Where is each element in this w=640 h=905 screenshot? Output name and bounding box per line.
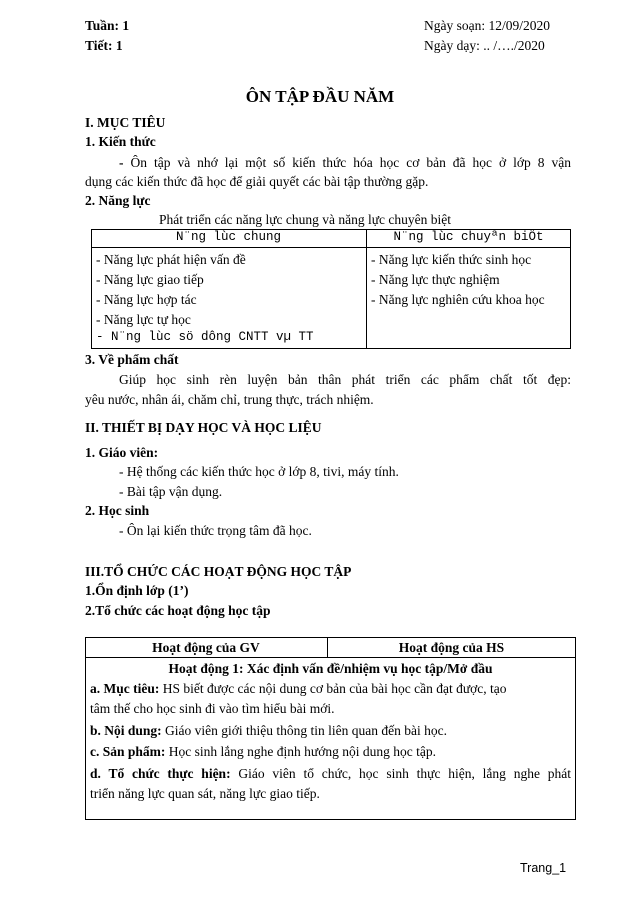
activity-col2-header: Hoạt động của HS xyxy=(398,640,505,655)
teach-date: Ngày dạy: .. /…./2020 xyxy=(424,38,545,53)
quality-line-1: Giúp học sinh rèn luyện bản thân phát triển các phẩm chất tốt đẹp: xyxy=(119,372,571,387)
organization-line-1 xyxy=(90,764,571,783)
teacher-item-2: - Bài tập vận dụng. xyxy=(119,484,223,499)
knowledge-heading: 1. Kiến thức xyxy=(85,134,156,149)
goal-text: HS biết được các nội dung cơ bản của bài học cần đạt được, tạo xyxy=(159,681,507,696)
ability-col1-item: - N¨ng lùc sö dông CNTT vµ TT xyxy=(96,330,314,344)
goal-line-2: tâm thế cho học sinh đi vào tìm hiểu bài mới. xyxy=(90,701,335,716)
content-label: b. Nội dung: xyxy=(90,723,162,738)
page-number: Trang_1 xyxy=(520,861,567,875)
organization-text: Giáo viên tổ chức, học sinh thực hiện, lắng nghe phát xyxy=(230,766,572,781)
student-item-1: - Ôn lại kiến thức trọng tâm đã học. xyxy=(119,523,312,538)
stabilize-class-heading: 1.Ổn định lớp (1’) xyxy=(85,583,189,598)
activity-col1-header: Hoạt động của GV xyxy=(152,640,260,655)
ability-col1-item: - Năng lực giao tiếp xyxy=(96,272,204,287)
goal-line-1 xyxy=(90,679,507,698)
organize-activities-heading: 2.Tổ chức các hoạt động học tập xyxy=(85,603,271,618)
activity-table-header-rule xyxy=(85,657,576,658)
ability-col1-item: - Năng lực tự học xyxy=(96,312,191,327)
prep-date: Ngày soạn: 12/09/2020 xyxy=(424,18,550,33)
organization-line-2: triển năng lực quan sát, năng lực giao tiếp. xyxy=(90,786,320,801)
section-1-heading: I. MỤC TIÊU xyxy=(85,115,166,130)
page-title: ÔN TẬP ĐẦU NĂM xyxy=(245,87,395,106)
quality-line-2: yêu nước, nhân ái, chăm chỉ, trung thực, trách nhiệm. xyxy=(85,392,374,407)
product-line xyxy=(90,742,436,761)
ability-heading: 2. Năng lực xyxy=(85,193,151,208)
teacher-item-1: - Hệ thống các kiến thức học ở lớp 8, tivi, máy tính. xyxy=(119,464,399,479)
content-text: Giáo viên giới thiệu thông tin liên quan đến bài học. xyxy=(161,723,447,738)
ability-col2-header: N¨ng lùc chuyªn biÖt xyxy=(393,230,544,244)
product-text: Học sinh lắng nghe định hướng nội dung học tập. xyxy=(165,744,436,759)
period-label: Tiết: 1 xyxy=(85,38,123,53)
section-3-heading: III.TỔ CHỨC CÁC HOẠT ĐỘNG HỌC TẬP xyxy=(85,564,352,579)
ability-caption: Phát triển các năng lực chung và năng lực chuyên biệt xyxy=(159,212,452,227)
ability-col2-item: - Năng lực kiến thức sinh học xyxy=(371,252,532,267)
ability-col1-item: - Năng lực phát hiện vấn đề xyxy=(96,252,246,267)
section-2-heading: II. THIẾT BỊ DẠY HỌC VÀ HỌC LIỆU xyxy=(85,420,322,435)
knowledge-line-1-text: Ôn tập và nhớ lại một số kiến thức hóa học cơ bản đã học ở lớp 8 vận xyxy=(123,155,571,170)
ability-col1-item: - Năng lực hợp tác xyxy=(96,292,197,307)
content-line xyxy=(90,721,447,740)
student-heading: 2. Học sinh xyxy=(85,503,150,518)
ability-table-header-rule xyxy=(91,247,571,248)
activity-title: Hoạt động 1: Xác định vấn đề/nhiệm vụ học tập/Mở đầu xyxy=(168,661,493,676)
ability-col2-item: - Năng lực nghiên cứu khoa học xyxy=(371,292,545,307)
ability-col2-item: - Năng lực thực nghiệm xyxy=(371,272,500,287)
knowledge-line-1: - Ôn tập và nhớ lại một số kiến thức hóa học cơ bản đã học ở lớp 8 vận xyxy=(119,155,571,170)
teacher-heading: 1. Giáo viên: xyxy=(85,445,159,460)
ability-col1-header: N¨ng lùc chung xyxy=(175,230,282,244)
knowledge-line-2: dụng các kiến thức đã học để giải quyết các bài tập thường gặp. xyxy=(85,174,429,189)
product-label: c. Sản phẩm: xyxy=(90,744,166,759)
goal-label: a. Mục tiêu: xyxy=(90,681,160,696)
week-label: Tuần: 1 xyxy=(85,18,130,33)
quality-heading: 3. Về phẩm chất xyxy=(85,352,179,367)
organization-label: d. Tổ chức thực hiện: xyxy=(90,766,231,781)
